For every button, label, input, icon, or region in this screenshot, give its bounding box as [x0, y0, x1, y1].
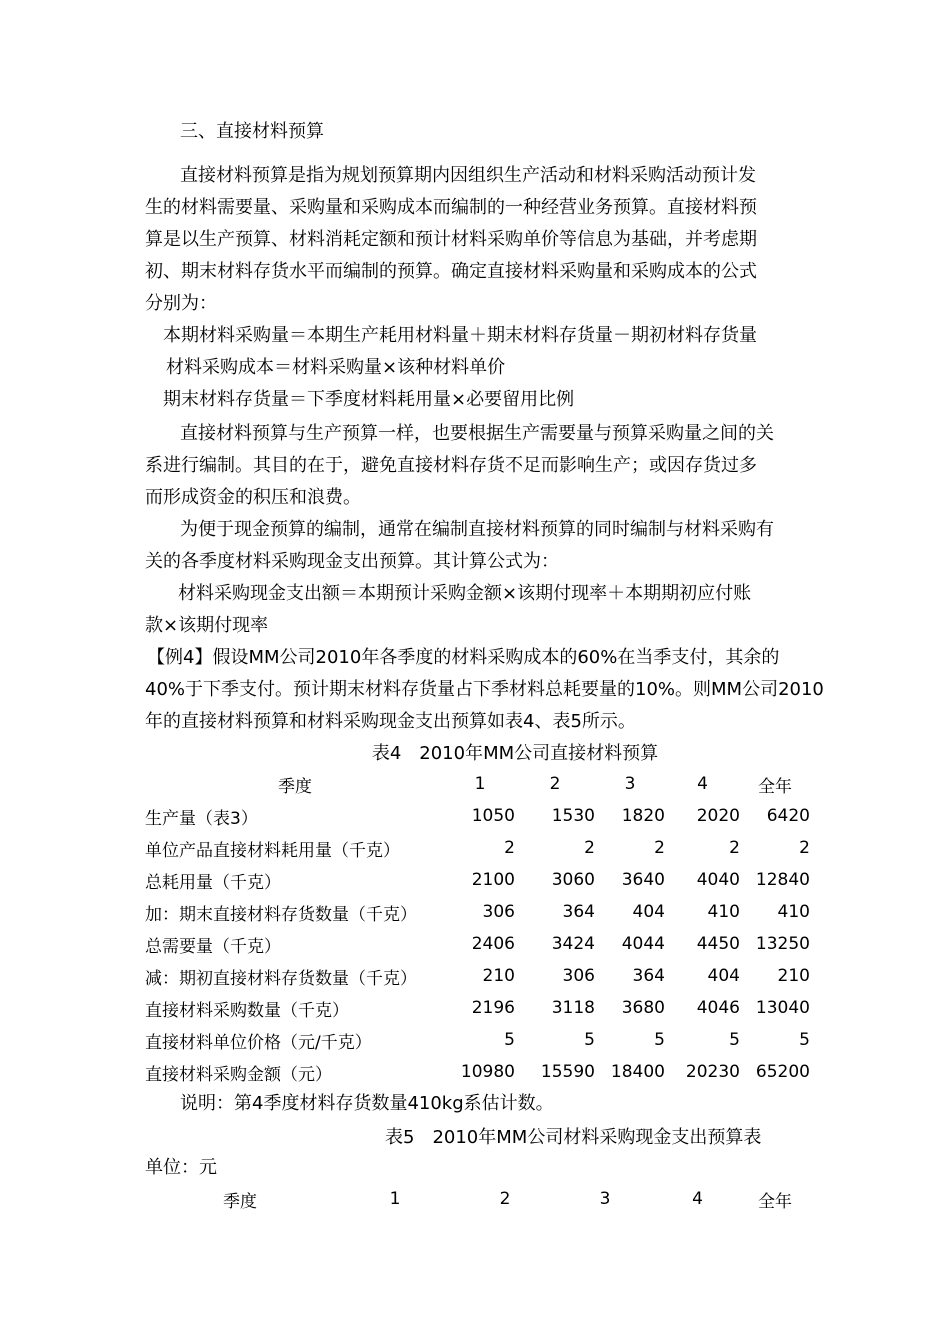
- row-label: 加：期末直接材料存货数量（千克）: [145, 904, 417, 925]
- table-cell: 20230: [685, 1062, 740, 1082]
- table-cell: 5: [584, 1030, 595, 1050]
- table-cell: 3424: [551, 934, 595, 954]
- table-cell: 1820: [621, 806, 665, 826]
- table5-header-cell: 4: [692, 1189, 703, 1209]
- table5-header-cell: 季度: [223, 1191, 257, 1212]
- table5-header-cell: 1: [389, 1189, 401, 1209]
- row-label: 总耗用量（千克）: [145, 872, 281, 893]
- table-row: [145, 960, 810, 992]
- table-cell: 5: [504, 1030, 515, 1050]
- table5-cash-payment-budget: [145, 1183, 810, 1215]
- table4-header-cell: 1: [474, 774, 486, 794]
- table-cell: 410: [777, 902, 810, 922]
- table-row: [145, 928, 810, 960]
- table4-direct-materials-budget: [145, 768, 810, 1088]
- table-cell: 210: [482, 966, 515, 986]
- table-cell: 3060: [551, 870, 595, 890]
- table-cell: 2: [654, 838, 665, 858]
- table4-header-cell: 4: [697, 774, 708, 794]
- table-cell: 6420: [766, 806, 810, 826]
- table-cell: 3118: [551, 998, 595, 1018]
- formula-purchase-quantity: 本期材料采购量＝本期生产耗用材料量＋期末材料存货量－期初材料存货量: [163, 325, 757, 346]
- table-cell: 3640: [621, 870, 665, 890]
- table-cell: 306: [562, 966, 595, 986]
- table-cell: 2100: [471, 870, 515, 890]
- formula-cash-payment-cont: 款×该期付现率: [145, 615, 269, 636]
- table4-title: 表4 2010年MM公司直接材料预算: [371, 743, 659, 764]
- table-cell: 3680: [621, 998, 665, 1018]
- row-label: 减：期初直接材料存货数量（千克）: [145, 968, 417, 989]
- table4-header-cell: 全年: [758, 776, 792, 797]
- table-cell: 5: [799, 1030, 810, 1050]
- table-row: [145, 1056, 810, 1088]
- table5-title: 表5 2010年MM公司材料采购现金支出预算表: [385, 1127, 762, 1148]
- table5-header-cell: 2: [499, 1189, 511, 1209]
- table-cell: 15590: [540, 1062, 595, 1082]
- table-cell: 4046: [696, 998, 740, 1018]
- paragraph-line: 生的材料需要量、采购量和采购成本而编制的一种经营业务预算。直接材料预: [145, 197, 757, 218]
- table5-header-cell: 全年: [758, 1191, 792, 1212]
- paragraph-line: 直接材料预算与生产预算一样，也要根据生产需要量与预算采购量之间的关: [180, 423, 774, 444]
- table-cell: 2: [504, 838, 515, 858]
- section-title: 三、直接材料预算: [180, 121, 324, 142]
- paragraph-line: 初、期末材料存货水平而编制的预算。确定直接材料采购量和采购成本的公式: [145, 261, 757, 282]
- table4-header-cell: 3: [624, 774, 636, 794]
- table-cell: 2020: [696, 806, 740, 826]
- row-label: 单位产品直接材料耗用量（千克）: [145, 840, 400, 861]
- table-cell: 2: [799, 838, 810, 858]
- row-label: 生产量（表3）: [145, 808, 258, 829]
- table4-header-cell: 2: [549, 774, 561, 794]
- table-row: [145, 864, 810, 896]
- paragraph-line: 分别为：: [145, 293, 217, 314]
- table-row: [145, 800, 810, 832]
- paragraph-line: 直接材料预算是指为规划预算期内因组织生产活动和材料采购活动预计发: [180, 165, 756, 186]
- table-cell: 4450: [696, 934, 740, 954]
- formula-purchase-cost: 材料采购成本＝材料采购量×该种材料单价: [166, 357, 506, 378]
- table5-header-row: [145, 1183, 810, 1215]
- table-cell: 364: [562, 902, 595, 922]
- table-cell: 1530: [551, 806, 595, 826]
- table-row: [145, 896, 810, 928]
- table-row: [145, 1024, 810, 1056]
- table-cell: 5: [729, 1030, 740, 1050]
- row-label: 直接材料采购数量（千克）: [145, 1000, 349, 1021]
- table-cell: 13040: [755, 998, 810, 1018]
- paragraph-line: 关的各季度材料采购现金支出预算。其计算公式为：: [145, 551, 559, 572]
- table-cell: 12840: [755, 870, 810, 890]
- table-row: [145, 832, 810, 864]
- example-line: 年的直接材料预算和材料采购现金支出预算如表4、表5所示。: [145, 711, 636, 732]
- table-cell: 2196: [471, 998, 515, 1018]
- table-cell: 2: [584, 838, 595, 858]
- table-cell: 65200: [755, 1062, 810, 1082]
- table-cell: 410: [707, 902, 740, 922]
- table-cell: 2406: [471, 934, 515, 954]
- paragraph-line: 为便于现金预算的编制，通常在编制直接材料预算的同时编制与材料采购有: [180, 519, 774, 540]
- table-cell: 404: [707, 966, 740, 986]
- table-cell: 13250: [755, 934, 810, 954]
- table4-note: 说明：第4季度材料存货数量410kg系估计数。: [180, 1093, 554, 1114]
- table4-header-cell: 季度: [278, 776, 312, 797]
- table-cell: 306: [482, 902, 515, 922]
- table-cell: 2: [729, 838, 740, 858]
- table-cell: 18400: [610, 1062, 665, 1082]
- table-cell: 10980: [460, 1062, 515, 1082]
- table-cell: 4040: [696, 870, 740, 890]
- paragraph-line: 系进行编制。其目的在于，避免直接材料存货不足而影响生产；或因存货过多: [145, 455, 757, 476]
- example-line: 【例4】假设MM公司2010年各季度的材料采购成本的60%在当季支付，其余的: [147, 647, 780, 668]
- table-cell: 404: [632, 902, 665, 922]
- table-cell: 4044: [621, 934, 665, 954]
- formula-ending-inventory: 期末材料存货量＝下季度材料耗用量×必要留用比例: [163, 389, 575, 410]
- table-cell: 1050: [471, 806, 515, 826]
- table-cell: 5: [654, 1030, 665, 1050]
- row-label: 总需要量（千克）: [145, 936, 281, 957]
- table-cell: 210: [777, 966, 810, 986]
- table5-header-cell: 3: [599, 1189, 611, 1209]
- table4-header-row: [145, 768, 810, 800]
- paragraph-line: 算是以生产预算、材料消耗定额和预计材料采购单价等信息为基础，并考虑期: [145, 229, 757, 250]
- formula-cash-payment: 材料采购现金支出额＝本期预计采购金额×该期付现率＋本期期初应付账: [178, 583, 752, 604]
- row-label: 直接材料单位价格（元/千克）: [145, 1032, 372, 1053]
- row-label: 直接材料采购金额（元）: [145, 1064, 332, 1085]
- table-cell: 364: [632, 966, 665, 986]
- paragraph-line: 而形成资金的积压和浪费。: [145, 487, 361, 508]
- example-line: 40%于下季支付。预计期末材料存货量占下季材料总耗要量的10%。则MM公司2010: [145, 679, 824, 700]
- table-row: [145, 992, 810, 1024]
- table5-unit: 单位：元: [145, 1157, 217, 1178]
